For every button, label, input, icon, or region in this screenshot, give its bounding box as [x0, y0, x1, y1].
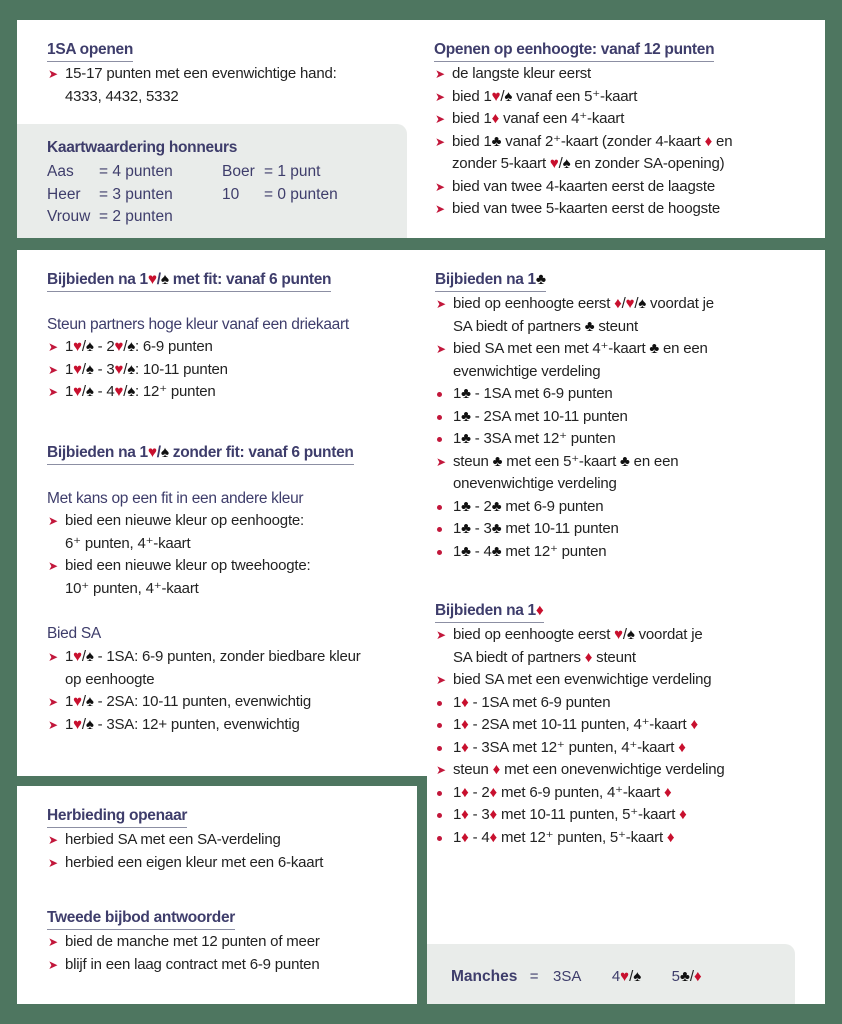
- card-value-row: Boer = 1 punt: [222, 163, 321, 180]
- club-icon: ♣: [491, 132, 502, 150]
- sub-list-item: 1♦ - 4♦ met 12⁺ punten, 5⁺-kaart ♦: [417, 827, 820, 850]
- bied-sa-subtitle: Bied SA: [47, 625, 101, 642]
- section-title-1sa-openen: 1SA openen: [47, 40, 133, 62]
- list-item: ➤ 1♥/♠ - 1SA: 6-9 punten, zonder biedbare kleur op eenhoogte: [48, 648, 361, 688]
- spade-icon: ♠: [638, 295, 647, 312]
- diamond-icon: ♦: [694, 968, 702, 985]
- arrow-bullet-icon: ➤: [48, 833, 58, 847]
- section-title-zonder-fit: Bijbieden na 1♥/♠ zonder fit: vanaf 6 punten: [47, 443, 354, 465]
- panel-middle-left: [17, 250, 427, 776]
- sub-list-item: 1♣ - 4♣ met 12⁺ punten: [417, 541, 820, 564]
- dot-bullet-icon: [437, 836, 442, 841]
- dot-bullet-icon: [437, 550, 442, 555]
- list-item: ➤ 1♥/♠ - 4♥/♠: 12⁺ punten: [47, 381, 417, 404]
- card-value-row: Vrouw = 2 punten: [47, 208, 173, 225]
- heart-icon: ♥: [114, 338, 124, 355]
- arrow-bullet-icon: ➤: [48, 67, 58, 81]
- club-icon: ♣: [491, 497, 502, 515]
- spade-icon: ♠: [85, 715, 94, 733]
- diamond-icon: ♦: [584, 648, 593, 666]
- sub-list-item: 1♣ - 3♣ met 10-11 punten: [417, 518, 820, 541]
- heart-icon: ♥: [147, 271, 157, 288]
- sub-list-item: 1♦ - 2SA met 10-11 punten, 4⁺-kaart ♦: [417, 714, 820, 737]
- heart-icon: ♥: [73, 383, 82, 400]
- arrow-bullet-icon: ➤: [48, 385, 58, 399]
- met-fit-subtitle: Steun partners hoge kleur vanaf een driekaart: [47, 316, 349, 333]
- section-title-met-fit: Bijbieden na 1♥/♠ met fit: vanaf 6 punten: [47, 270, 331, 292]
- diamond-icon: ♦: [663, 783, 672, 801]
- arrow-bullet-icon: ➤: [435, 134, 445, 149]
- dot-bullet-icon: [437, 746, 442, 751]
- na-ruiten-list: [435, 624, 820, 849]
- arrow-bullet-icon: ➤: [435, 112, 445, 126]
- list-item: ➤ bied op eenhoogte eerst ♥/♠ voordat je SA biedt of partners ♦ steunt: [436, 626, 703, 666]
- list-item: ➤ 1♥/♠ - 2SA: 10-11 punten, evenwichtig: [47, 691, 422, 714]
- list-item: ➤ bied van twee 4-kaarten eerst de laagste: [434, 176, 819, 199]
- heart-icon: ♥: [73, 648, 82, 665]
- list-item: ➤ steun ♣ met een 5⁺-kaart ♣ en een onevenwichtige verdeling: [436, 452, 679, 492]
- spade-icon: ♠: [160, 271, 169, 288]
- diamond-icon: ♦: [461, 828, 469, 846]
- sub-list-item: 1♣ - 2♣ met 6-9 punten: [417, 496, 820, 519]
- panel-bottom-left: [17, 786, 417, 1004]
- arrow-bullet-icon: ➤: [48, 717, 58, 732]
- club-icon: ♣: [649, 340, 660, 357]
- arrow-bullet-icon: ➤: [436, 763, 446, 777]
- heart-icon: ♥: [114, 360, 124, 378]
- manches-label: Manches: [451, 968, 518, 985]
- list-item: ➤ 1♥/♠ - 3♥/♠: 10-11 punten: [47, 359, 417, 382]
- dot-bullet-icon: [437, 415, 442, 420]
- diamond-icon: ♦: [491, 110, 500, 127]
- club-icon: ♣: [461, 520, 471, 537]
- dot-bullet-icon: [437, 527, 442, 532]
- spade-icon: ♠: [127, 383, 135, 400]
- list-item: ➤ bied SA met een evenwichtige verdeling: [435, 669, 820, 692]
- heart-icon: ♥: [73, 338, 82, 355]
- arrow-bullet-icon: ➤: [435, 179, 445, 194]
- na-klaveren-list: [435, 293, 820, 563]
- arrow-bullet-icon: ➤: [436, 628, 446, 642]
- arrow-bullet-icon: ➤: [436, 297, 446, 311]
- diamond-icon: ♦: [461, 806, 469, 823]
- dot-bullet-icon: [437, 505, 442, 510]
- section-title-herbieding: Herbieding openaar: [47, 806, 187, 828]
- list-item: ➤ bied 1♣ vanaf 2⁺-kaart (zonder 4-kaart ♦ en zonder 5-kaart ♥/♠ en zonder SA-opening): [435, 132, 733, 172]
- arrow-bullet-icon: ➤: [436, 673, 446, 687]
- met-fit-list: [47, 336, 417, 404]
- openen-list: [434, 63, 819, 221]
- panel-top-right: [417, 20, 825, 238]
- club-icon: ♣: [461, 385, 471, 402]
- arrow-bullet-icon: ➤: [48, 957, 58, 972]
- heart-icon: ♥: [491, 87, 501, 105]
- diamond-icon: ♦: [666, 828, 675, 846]
- list-item: ➤ bied op eenhoogte eerst ♦/♥/♠ voordat je SA biedt of partners ♣ steunt: [436, 295, 714, 335]
- dot-bullet-icon: [437, 437, 442, 442]
- arrow-bullet-icon: ➤: [435, 67, 445, 81]
- manches-equals: =: [529, 968, 539, 985]
- diamond-icon: ♦: [461, 783, 469, 801]
- diamond-icon: ♦: [678, 738, 686, 756]
- list-item: ➤ 1♥/♠ - 3SA: 12+ punten, evenwichtig: [47, 714, 422, 737]
- diamond-icon: ♦: [489, 783, 497, 801]
- heart-icon: ♥: [549, 155, 559, 172]
- manches-minor: 5♣/♦: [671, 968, 702, 985]
- club-icon: ♣: [461, 497, 471, 515]
- heart-icon: ♥: [147, 444, 157, 461]
- arrow-bullet-icon: ➤: [48, 935, 58, 949]
- arrow-bullet-icon: ➤: [48, 695, 58, 709]
- spade-icon: ♠: [85, 383, 94, 400]
- spade-icon: ♠: [85, 693, 94, 710]
- heart-icon: ♥: [114, 383, 124, 400]
- sub-list-item: 1♣ - 1SA met 6-9 punten: [417, 383, 820, 406]
- diamond-icon: ♦: [679, 806, 687, 823]
- herbieding-list: [47, 829, 412, 874]
- spade-icon: ♠: [160, 444, 169, 461]
- dot-bullet-icon: [437, 791, 442, 796]
- heart-icon: ♥: [625, 295, 635, 312]
- list-item: ➤ blijf in een laag contract met 6-9 punten: [47, 954, 412, 977]
- bied-sa-list: [47, 646, 422, 736]
- diamond-icon: ♦: [489, 806, 497, 823]
- list-item: ➤ 1♥/♠ - 2♥/♠: 6-9 punten: [47, 336, 417, 359]
- panel-right: [427, 250, 825, 1004]
- arrow-bullet-icon: ➤: [48, 559, 58, 573]
- diamond-icon: ♦: [492, 761, 501, 778]
- club-icon: ♣: [461, 542, 471, 560]
- list-item: ➤ bied een nieuwe kleur op tweehoogte: 10⁺ punten, 4⁺-kaart: [48, 557, 311, 597]
- card-value-row: Aas = 4 punten: [47, 163, 173, 180]
- list-item: ➤ bied van twee 5-kaarten eerst de hoogste: [434, 198, 819, 221]
- list-item: ➤ 15-17 punten met een evenwichtige hand: 4333, 4432, 5332: [48, 65, 337, 105]
- spade-icon: ♠: [85, 648, 94, 665]
- sub-list-item: 1♣ - 2SA met 10-11 punten: [417, 406, 820, 429]
- spade-icon: ♠: [562, 155, 571, 172]
- card-values-box: [17, 124, 407, 238]
- arrow-bullet-icon: ➤: [436, 454, 446, 469]
- club-icon: ♣: [461, 430, 471, 447]
- zonder-fit-list: [47, 510, 417, 600]
- card-value-row: Heer = 3 punten: [47, 185, 173, 203]
- list-item: ➤ herbied een eigen kleur met een 6-kaart: [47, 852, 412, 875]
- spade-icon: ♠: [626, 626, 635, 643]
- manches-box: [427, 944, 795, 1004]
- section-title-openen: Openen op eenhoogte: vanaf 12 punten: [434, 40, 714, 62]
- list-item: ➤ de langste kleur eerst: [434, 63, 819, 86]
- list-item: ➤ bied 1♥/♠ vanaf een 5⁺-kaart: [434, 86, 819, 109]
- sub-list-item: 1♦ - 3SA met 12⁺ punten, 4⁺-kaart ♦: [417, 737, 820, 760]
- diamond-icon: ♦: [535, 602, 544, 619]
- list-item: ➤ steun ♦ met een onevenwichtige verdeling: [435, 759, 820, 782]
- sa-openen-list: [47, 63, 417, 108]
- club-icon: ♣: [461, 407, 471, 425]
- arrow-bullet-icon: ➤: [436, 342, 446, 356]
- heart-icon: ♥: [620, 968, 630, 985]
- list-item: ➤ bied 1♦ vanaf een 4⁺-kaart: [434, 108, 819, 131]
- diamond-icon: ♦: [704, 132, 713, 150]
- tweede-bijbod-list: [47, 931, 412, 976]
- diamond-icon: ♦: [461, 738, 469, 756]
- spade-icon: ♠: [504, 87, 513, 105]
- manches-major: 4♥/♠: [611, 968, 642, 985]
- arrow-bullet-icon: ➤: [48, 514, 58, 528]
- arrow-bullet-icon: ➤: [48, 855, 58, 870]
- sub-list-item: 1♦ - 1SA met 6-9 punten: [417, 692, 820, 715]
- arrow-bullet-icon: ➤: [435, 202, 445, 216]
- list-item: ➤ bied een nieuwe kleur op eenhoogte: 6⁺ punten, 4⁺-kaart: [48, 512, 305, 552]
- dot-bullet-icon: [437, 392, 442, 397]
- manches-sa: 3SA: [553, 968, 582, 985]
- club-icon: ♣: [584, 317, 595, 335]
- list-item: ➤ bied de manche met 12 punten of meer: [47, 931, 412, 954]
- club-icon: ♣: [492, 452, 503, 470]
- dot-bullet-icon: [437, 723, 442, 728]
- club-icon: ♣: [491, 542, 502, 560]
- manches-row: [451, 968, 702, 986]
- club-icon: ♣: [491, 520, 502, 537]
- section-title-tweede-bijbod: Tweede bijbod antwoorder: [47, 908, 235, 930]
- zonder-fit-subtitle: Met kans op een fit in een andere kleur: [47, 490, 304, 507]
- heart-icon: ♥: [73, 693, 82, 710]
- card-value-row: 10 = 0 punten: [222, 185, 338, 203]
- club-icon: ♣: [680, 968, 690, 985]
- diamond-icon: ♦: [489, 828, 497, 846]
- section-title-na-ruiten: Bijbieden na 1♦: [435, 601, 544, 623]
- diamond-icon: ♦: [690, 716, 698, 733]
- club-icon: ♣: [535, 271, 546, 288]
- diamond-icon: ♦: [614, 295, 622, 312]
- diamond-icon: ♦: [461, 716, 469, 733]
- club-icon: ♣: [620, 452, 630, 470]
- sub-list-item: 1♦ - 2♦ met 6-9 punten, 4⁺-kaart ♦: [417, 782, 820, 805]
- heart-icon: ♥: [614, 626, 623, 643]
- dot-bullet-icon: [437, 813, 442, 818]
- list-item: ➤ bied SA met een met 4⁺-kaart ♣ en een evenwichtige verdeling: [436, 340, 708, 380]
- sub-list-item: 1♦ - 3♦ met 10-11 punten, 5⁺-kaart ♦: [417, 804, 820, 827]
- dot-bullet-icon: [437, 701, 442, 706]
- spade-icon: ♠: [85, 360, 94, 378]
- sub-list-item: 1♣ - 3SA met 12⁺ punten: [417, 428, 820, 451]
- diamond-icon: ♦: [461, 693, 469, 711]
- spade-icon: ♠: [633, 968, 642, 985]
- spade-icon: ♠: [127, 338, 135, 355]
- arrow-bullet-icon: ➤: [48, 362, 58, 377]
- spade-icon: ♠: [127, 360, 135, 378]
- arrow-bullet-icon: ➤: [435, 89, 445, 104]
- section-title-na-klaveren: Bijbieden na 1♣: [435, 270, 546, 292]
- list-item: ➤ herbied SA met een SA-verdeling: [47, 829, 412, 852]
- heart-icon: ♥: [73, 715, 82, 733]
- spade-icon: ♠: [85, 338, 94, 355]
- section-title-kaartwaardering: Kaartwaardering honneurs: [47, 139, 238, 156]
- arrow-bullet-icon: ➤: [48, 340, 58, 354]
- heart-icon: ♥: [73, 360, 82, 378]
- arrow-bullet-icon: ➤: [48, 650, 58, 664]
- panel-top-left: [17, 20, 425, 238]
